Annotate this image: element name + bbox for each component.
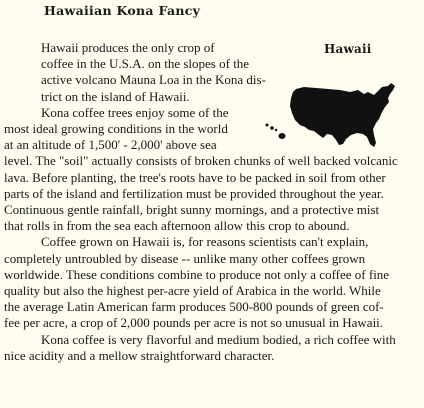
text-line: that rolls in from the sea each afternoon allow this crop to abound. [4, 218, 350, 234]
text-line: Continuous gentle rainfall, bright sunny mornings, and a protective mist [4, 202, 380, 218]
text-line: nice acidity and a mellow straightforward character. [4, 347, 275, 363]
text-line: lava. Before planting, the tree's roots have to be packed in soil from other [4, 169, 386, 185]
text-line: Kona coffee trees enjoy some of the [41, 104, 229, 120]
text-line: trict on the island of Hawaii. [41, 88, 190, 104]
paragraph [4, 332, 420, 364]
text-line: most ideal growing conditions in the world [4, 121, 228, 137]
article-body [4, 40, 420, 364]
text-line: coffee in the U.S.A. on the slopes of the [41, 56, 250, 72]
text-line: at an altitude of 1,500' - 2,000' above sea [4, 137, 217, 153]
map-label: Hawaii [324, 42, 372, 56]
text-line: Hawaii produces the only crop of [41, 40, 215, 55]
text-line: parts of the island and fertilization must be provided throughout the year. [4, 185, 384, 201]
text-line: worldwide. These conditions combine to produce not only a coffee of fine [4, 266, 390, 282]
paragraph [4, 105, 420, 235]
text-line: quality but also the highest per-acre yield of Arabica in the world. While [4, 283, 381, 299]
paragraph [4, 40, 276, 105]
paragraph [4, 234, 420, 331]
text-line: active volcano Mauna Loa in the Kona dis- [41, 72, 266, 88]
text-line: level. The "soil" actually consists of broken chunks of well backed volcanic [4, 153, 398, 169]
page-title: Hawaiian Kona Fancy [44, 3, 201, 18]
text-line: completely untroubled by disease -- unlike many other coffees grown [4, 250, 366, 266]
text-line: fee per acre, a crop of 2,000 pounds per acre is not so unusual in Hawaii. [4, 315, 384, 331]
text-line: the average Latin American farm produces 500-800 pounds of green cof- [4, 299, 384, 315]
text-line: Kona coffee is very flavorful and medium bodied, a rich coffee with [41, 331, 396, 347]
text-line: Coffee grown on Hawaii is, for reasons scientists can't explain, [41, 234, 369, 250]
